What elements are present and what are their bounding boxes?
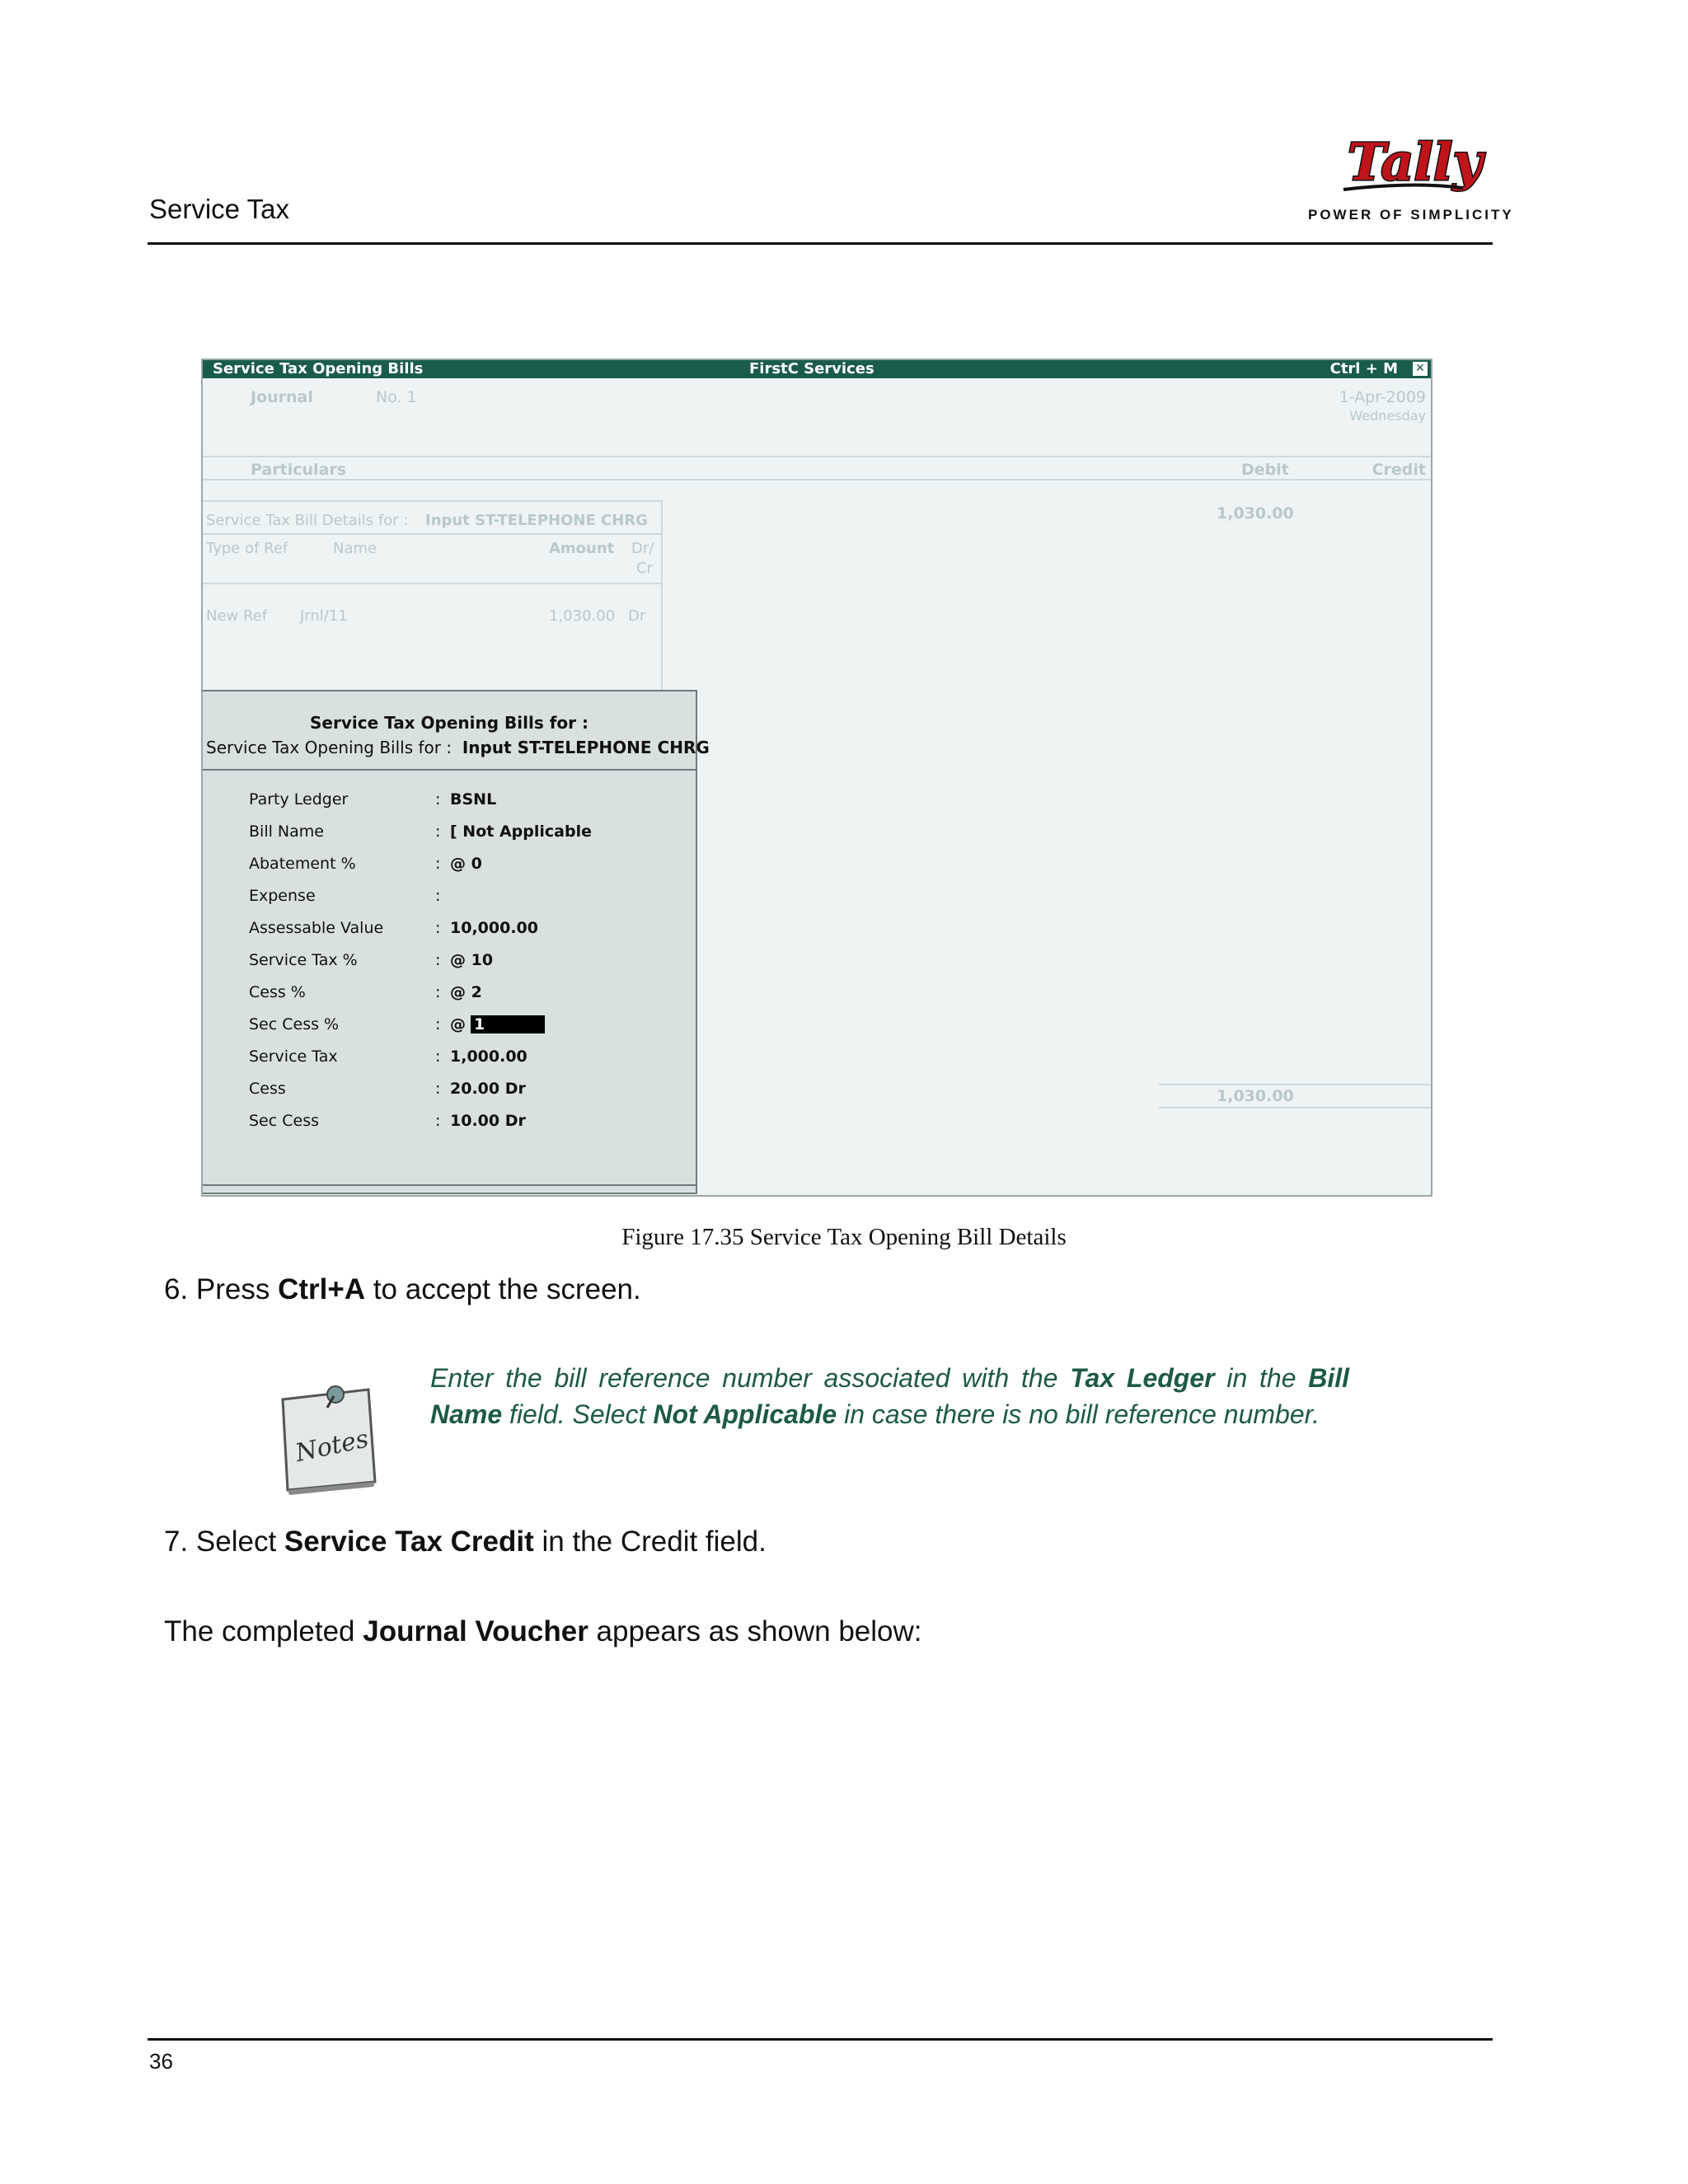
field-service-tax-pct[interactable]: Service Tax % : @ 10 — [249, 951, 494, 969]
row-drcr: Dr — [628, 607, 646, 625]
credit-header: Credit — [1372, 461, 1426, 479]
popup-heading: Service Tax Opening Bills for : — [310, 713, 588, 733]
tally-screenshot — [201, 359, 1432, 1197]
field-bill-name[interactable]: Bill Name : [ Not Applicable — [249, 823, 592, 841]
bill-details-title: Service Tax Bill Details for : — [206, 512, 409, 529]
col-name: Name — [333, 540, 377, 557]
row-name: Jrnl/11 — [300, 607, 348, 625]
page-number: 36 — [149, 2049, 173, 2074]
voucher-date: 1-Apr-2009 — [1339, 388, 1426, 406]
field-party-ledger[interactable]: Party Ledger : BSNL — [249, 790, 497, 808]
field-cess-pct[interactable]: Cess % : @ 2 — [249, 983, 482, 1001]
field-sec-cess-pct[interactable]: Sec Cess % : @ 1 — [249, 1015, 545, 1033]
sec-cess-input[interactable]: 1 — [471, 1015, 545, 1033]
footer-rule — [148, 2038, 1493, 2041]
field-abatement[interactable]: Abatement % : @ 0 — [249, 855, 482, 873]
popup-subheading-prefix: Service Tax Opening Bills for : — [206, 738, 452, 757]
col-type-of-ref: Type of Ref — [206, 540, 288, 557]
note-text: Enter the bill reference number associated with the Tax Ledger in the Bill Name field. Select Not Applicable in case there is no bill reference number. — [430, 1363, 1350, 1429]
closing-sentence: The completed Journal Voucher appears as shown below: — [164, 1615, 922, 1647]
row-type: New Ref — [206, 607, 268, 625]
field-cess: Cess : 20.00 Dr — [249, 1080, 526, 1098]
page-header-title: Service Tax — [149, 194, 289, 224]
opening-bills-popup — [203, 690, 710, 1194]
voucher-type: Journal — [251, 388, 313, 406]
logo-tagline: POWER OF SIMPLICITY — [1308, 207, 1514, 223]
titlebar-company: FirstC Services — [749, 360, 874, 377]
bill-details-box — [203, 500, 663, 697]
popup-subheading-ledger: Input ST-TELEPHONE CHRG — [462, 738, 710, 757]
col-drcr-2: Cr — [636, 560, 653, 577]
header-rule — [148, 242, 1493, 245]
voucher-day: Wednesday — [1349, 408, 1426, 424]
row-amount: 1,030.00 — [549, 607, 616, 625]
notes-icon — [276, 1385, 379, 1496]
field-expense[interactable]: Expense : — [249, 887, 441, 905]
notes-icon-label: Notes — [293, 1424, 372, 1469]
debit-header: Debit — [1241, 461, 1289, 479]
popup-subheading — [206, 738, 710, 757]
step-7: 7. Select Service Tax Credit in the Credit field. — [164, 1526, 767, 1558]
particulars-header: Particulars — [251, 461, 347, 479]
bill-details-ledger: Input ST-TELEPHONE CHRG — [425, 512, 648, 529]
voucher-number: No. 1 — [376, 388, 417, 406]
logo-wordmark: Tally — [1348, 132, 1483, 192]
step-6: 6. Press Ctrl+A to accept the screen. — [164, 1273, 641, 1305]
titlebar-screen-name: Service Tax Opening Bills — [213, 360, 424, 377]
figure-caption: Figure 17.35 Service Tax Opening Bill Details — [621, 1224, 1067, 1250]
close-icon[interactable]: ✕ — [1413, 362, 1428, 376]
total-amount: 1,030.00 — [1217, 1087, 1294, 1105]
field-assessable-value[interactable]: Assessable Value : 10,000.00 — [249, 919, 538, 937]
debit-amount: 1,030.00 — [1217, 504, 1294, 523]
field-sec-cess: Sec Cess : 10.00 Dr — [249, 1112, 526, 1130]
col-drcr: Dr/ — [631, 540, 654, 557]
titlebar — [203, 360, 1431, 378]
field-service-tax: Service Tax : 1,000.00 — [249, 1047, 528, 1066]
titlebar-shortcut: Ctrl + M — [1329, 360, 1398, 377]
col-amount: Amount — [549, 540, 615, 557]
